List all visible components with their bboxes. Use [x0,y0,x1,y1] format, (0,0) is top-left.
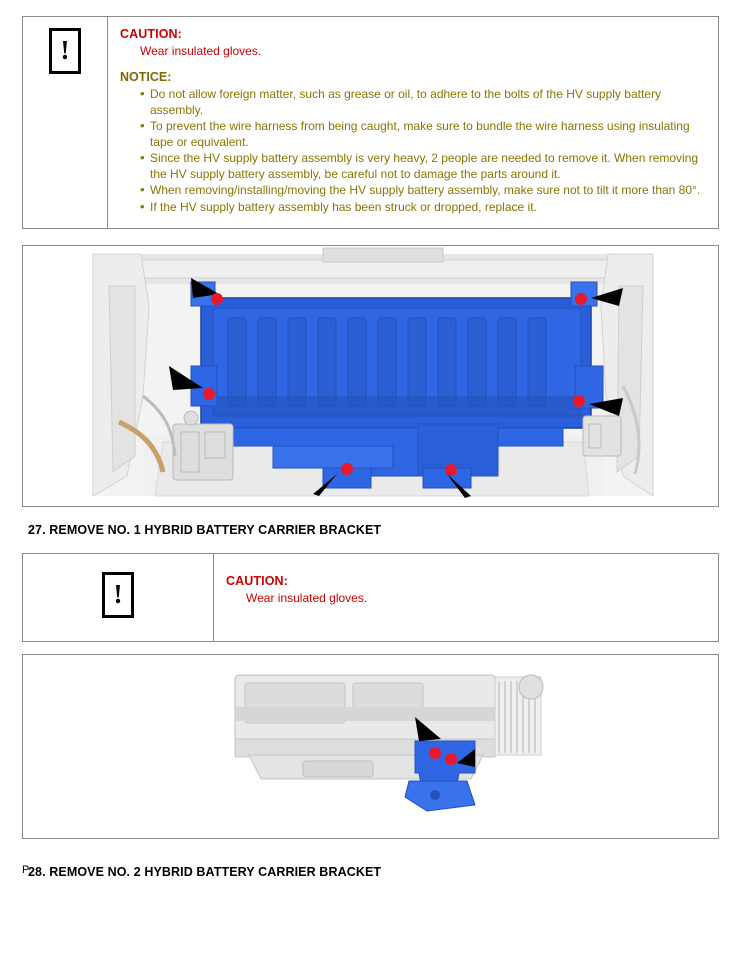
warning-icon-cell-2 [23,554,214,642]
carrier-bracket-figure [22,654,719,839]
notice-title: NOTICE: [120,70,172,84]
table-row [23,17,719,229]
warning-body-cell [108,17,719,229]
list-item: • If the HV supply battery assembly has been struck or dropped, replace it. [140,200,706,216]
warning-icon-cell [23,17,108,229]
caution-text: Wear insulated gloves. [246,591,368,605]
notice-list [120,87,706,215]
list-item: • When removing/installing/moving the HV supply battery assembly, make sure not to tilt it more than 80°. [140,183,706,199]
list-item: • Do not allow foreign matter, such as grease or oil, to adhere to the bolts of the HV supply battery assembly. [140,87,706,118]
caution-notice-table [22,16,719,229]
no-1-hybrid-battery-carrier-bracket-illustration [23,655,718,838]
caution-text: Wear insulated gloves. [140,44,262,58]
step-27-heading: 27. REMOVE NO. 1 HYBRID BATTERY CARRIER BRACKET [28,523,382,537]
list-item: • Since the HV supply battery assembly is very heavy, 2 people are needed to remove it. When removing the HV supply battery assembly, be careful not to damage the parts around it. [140,151,706,182]
hv-supply-battery-assembly-figure [22,245,719,507]
page-mark: P [22,864,30,876]
hv-supply-battery-assembly-illustration [23,246,718,506]
exclamation-mark-icon [49,28,81,74]
list-item: • To prevent the wire harness from being caught, make sure to bundle the wire harness using insulating tape or equivalent. [140,119,706,150]
table-row [23,554,719,642]
caution-title: CAUTION: [226,574,288,588]
step-28-heading: 28. REMOVE NO. 2 HYBRID BATTERY CARRIER BRACKET [28,865,382,879]
manual-page [0,16,742,954]
caution-title: CAUTION: [120,27,182,41]
caution-table-2 [22,553,719,642]
exclamation-mark-icon [102,572,134,618]
warning-body-cell-2 [214,554,719,642]
